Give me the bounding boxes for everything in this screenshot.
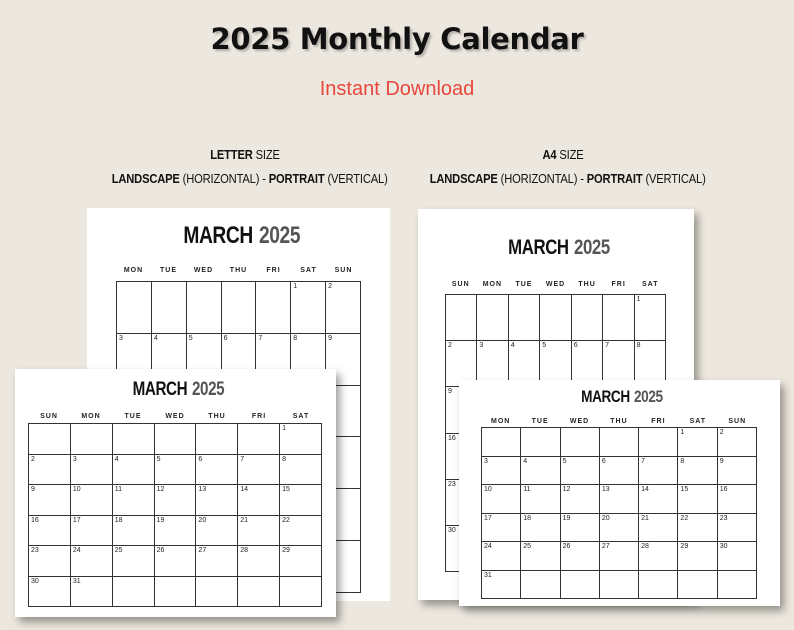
day-number: 30 (31, 577, 39, 585)
day-number: 8 (636, 342, 641, 350)
day-number: 1 (680, 429, 685, 436)
day-cell (291, 282, 326, 334)
day-cell (196, 424, 238, 455)
day-cell (113, 546, 155, 577)
day-number: 16 (448, 434, 456, 442)
day-cell (196, 516, 238, 547)
day-number: 23 (719, 514, 728, 522)
weekday-label: SUN (40, 413, 58, 420)
day-cell (521, 485, 560, 514)
day-number: 4 (153, 334, 158, 342)
day-number: 25 (114, 547, 123, 554)
day-cell (280, 577, 322, 608)
a4-size-label (429, 143, 706, 191)
day-cell (155, 546, 197, 577)
weekday-label: SAT (292, 413, 310, 420)
weekday-label: WED (165, 413, 185, 420)
day-cell (600, 571, 639, 600)
day-number: 3 (484, 457, 488, 465)
day-cell (600, 485, 639, 514)
day-cell (238, 455, 280, 486)
day-number: 7 (605, 342, 610, 350)
weekday-label: FRI (651, 418, 666, 425)
day-cell (29, 485, 71, 516)
day-cell (196, 546, 238, 577)
day-cell (113, 485, 155, 516)
day-cell (280, 485, 322, 516)
day-cell (71, 546, 113, 577)
day-number: 14 (240, 486, 249, 493)
letter-size-word: SIZE (255, 147, 280, 162)
day-cell (482, 485, 521, 514)
page-title: 2025 Monthly Calendar (210, 22, 584, 56)
page-subtitle: Instant Download (319, 78, 475, 100)
weekday-label: WED (193, 267, 214, 274)
day-number: 15 (282, 486, 290, 493)
calendar-year: 2025 (191, 379, 225, 400)
day-number: 30 (448, 526, 456, 534)
day-number: 12 (156, 486, 165, 493)
day-cell (326, 282, 361, 334)
day-number: 16 (719, 486, 728, 493)
day-cell (521, 514, 560, 543)
day-number: 7 (258, 334, 263, 342)
day-cell (718, 485, 757, 514)
day-cell (718, 514, 757, 543)
calendar-grid (481, 427, 757, 599)
day-number: 8 (282, 455, 287, 463)
day-cell (113, 577, 155, 608)
day-number: 5 (156, 455, 161, 463)
letter-landscape: LANDSCAPE (111, 171, 180, 186)
weekday-label: THU (610, 418, 628, 425)
day-cell (678, 485, 717, 514)
day-number: 7 (240, 455, 245, 463)
weekday-label: MON (81, 413, 101, 420)
day-cell (155, 424, 197, 455)
weekday-label: TUE (531, 418, 549, 425)
weekday-label: SAT (300, 267, 317, 274)
weekday-label: WED (545, 281, 566, 288)
day-cell (155, 455, 197, 486)
weekday-label: FRI (251, 413, 267, 420)
letter-vertical: (VERTICAL) (327, 171, 388, 186)
day-cell (117, 282, 152, 334)
day-cell (678, 428, 717, 457)
day-cell (540, 295, 571, 341)
day-number: 23 (448, 480, 456, 488)
weekday-label: TUE (160, 267, 177, 274)
weekday-header (445, 281, 666, 288)
day-number: 16 (31, 516, 39, 524)
day-number: 1 (282, 425, 287, 432)
day-cell (678, 542, 717, 571)
calendar-title (87, 222, 390, 250)
day-number: 25 (523, 543, 532, 550)
day-number: 5 (188, 334, 193, 342)
day-number: 4 (523, 457, 528, 465)
weekday-label: SUN (334, 267, 353, 274)
letter-portrait: PORTRAIT (268, 171, 325, 186)
day-cell (280, 546, 322, 577)
weekday-label: MON (491, 418, 511, 425)
a4-vertical: (VERTICAL) (645, 171, 706, 186)
day-cell (482, 428, 521, 457)
day-cell (521, 457, 560, 486)
day-number: 11 (114, 486, 122, 493)
day-cell (718, 457, 757, 486)
day-cell (29, 516, 71, 547)
day-number: 6 (198, 455, 203, 463)
day-cell (635, 295, 666, 341)
day-number: 26 (156, 547, 165, 554)
a4-portrait: PORTRAIT (586, 171, 643, 186)
day-number: 8 (680, 457, 685, 465)
a4-horizontal: (HORIZONTAL) (500, 171, 578, 186)
day-cell (196, 485, 238, 516)
day-number: 6 (573, 342, 578, 350)
day-cell (600, 542, 639, 571)
day-cell (561, 457, 600, 486)
day-cell (280, 455, 322, 486)
letter-size-label (111, 143, 388, 191)
day-cell (561, 428, 600, 457)
day-cell (509, 295, 540, 341)
day-cell (600, 457, 639, 486)
day-cell (238, 485, 280, 516)
weekday-label: MON (482, 281, 503, 288)
day-cell (71, 577, 113, 608)
weekday-label: SUN (451, 281, 470, 288)
weekday-header (116, 267, 361, 274)
day-number: 4 (114, 455, 119, 463)
calendar-year: 2025 (259, 222, 301, 249)
day-cell (280, 424, 322, 455)
day-cell (482, 542, 521, 571)
day-cell (238, 577, 280, 608)
day-number: 2 (448, 342, 452, 350)
calendar-month: MARCH (183, 222, 254, 249)
day-cell (29, 424, 71, 455)
a4-size-word: SIZE (559, 147, 584, 162)
day-number: 7 (641, 457, 646, 465)
day-number: 2 (719, 429, 724, 436)
day-number: 18 (114, 516, 123, 524)
day-cell (639, 457, 678, 486)
day-number: 10 (72, 486, 81, 493)
day-cell (71, 424, 113, 455)
day-number: 1 (293, 283, 298, 290)
day-cell (561, 485, 600, 514)
day-number: 21 (240, 516, 249, 524)
calendar-month: MARCH (581, 387, 630, 406)
day-number: 30 (719, 543, 728, 550)
day-number: 4 (510, 342, 515, 350)
day-number: 28 (240, 547, 249, 554)
letter-size-name: LETTER (210, 147, 253, 162)
day-number: 14 (641, 486, 649, 493)
day-cell (718, 428, 757, 457)
day-cell (238, 516, 280, 547)
day-number: 24 (484, 543, 492, 550)
day-cell (238, 546, 280, 577)
day-cell (71, 485, 113, 516)
day-cell (29, 455, 71, 486)
calendar-title (418, 236, 694, 260)
day-number: 9 (448, 388, 452, 396)
day-cell (603, 295, 634, 341)
day-cell (29, 546, 71, 577)
day-number: 17 (484, 514, 492, 522)
calendar-a4-landscape (459, 380, 780, 606)
day-number: 27 (601, 543, 610, 550)
day-number: 9 (31, 486, 35, 493)
day-cell (600, 514, 639, 543)
day-cell (196, 577, 238, 608)
day-cell (113, 424, 155, 455)
weekday-label: TUE (515, 281, 533, 288)
day-number: 19 (562, 514, 571, 522)
a4-dash: - (580, 171, 584, 186)
day-cell (678, 457, 717, 486)
day-cell (639, 514, 678, 543)
day-number: 18 (523, 514, 532, 522)
day-number: 17 (72, 516, 81, 524)
day-number: 13 (198, 486, 207, 493)
day-cell (639, 485, 678, 514)
day-cell (521, 428, 560, 457)
day-cell (482, 571, 521, 600)
day-cell (561, 514, 600, 543)
day-cell (477, 295, 508, 341)
calendar-year: 2025 (634, 387, 663, 406)
weekday-label: FRI (611, 281, 626, 288)
day-number: 5 (562, 457, 567, 465)
day-cell (678, 514, 717, 543)
day-cell (561, 542, 600, 571)
day-cell (187, 282, 222, 334)
day-number: 3 (72, 455, 77, 463)
day-number: 21 (641, 514, 649, 522)
weekday-header (28, 413, 322, 420)
calendar-grid (28, 423, 322, 607)
day-cell (113, 455, 155, 486)
day-cell (152, 282, 187, 334)
day-number: 26 (562, 543, 571, 550)
day-number: 20 (601, 514, 610, 522)
weekday-label: SUN (728, 418, 747, 425)
day-number: 3 (479, 342, 484, 350)
day-cell (256, 282, 291, 334)
weekday-label: MON (123, 267, 144, 274)
day-cell (238, 424, 280, 455)
day-number: 10 (484, 486, 492, 493)
day-number: 1 (636, 296, 641, 303)
weekday-label: WED (569, 418, 590, 425)
day-number: 9 (719, 457, 724, 465)
day-cell (572, 295, 603, 341)
day-number: 31 (72, 577, 81, 585)
day-cell (639, 542, 678, 571)
day-cell (561, 571, 600, 600)
day-number: 11 (523, 486, 531, 493)
letter-dash: - (262, 171, 266, 186)
day-number: 19 (156, 516, 165, 524)
day-cell (446, 295, 477, 341)
day-number: 6 (223, 334, 228, 342)
calendar-title (459, 387, 780, 407)
weekday-label: THU (208, 413, 226, 420)
day-number: 24 (72, 547, 81, 554)
day-number: 20 (198, 516, 207, 524)
day-cell (521, 571, 560, 600)
day-number: 8 (293, 334, 298, 342)
day-number: 6 (601, 457, 606, 465)
day-number: 5 (542, 342, 547, 350)
day-number: 15 (680, 486, 689, 493)
day-number: 22 (282, 516, 290, 524)
a4-landscape: LANDSCAPE (429, 171, 498, 186)
day-cell (482, 457, 521, 486)
day-cell (639, 428, 678, 457)
a4-size-name: A4 (542, 147, 557, 162)
weekday-label: SAT (689, 418, 707, 425)
day-number: 13 (601, 486, 610, 493)
day-number: 27 (198, 547, 207, 554)
weekday-label: THU (578, 281, 596, 288)
letter-horizontal: (HORIZONTAL) (182, 171, 260, 186)
weekday-label: THU (229, 267, 248, 274)
day-cell (718, 542, 757, 571)
day-cell (29, 577, 71, 608)
weekday-label: SAT (642, 281, 659, 288)
day-cell (639, 571, 678, 600)
day-number: 22 (680, 514, 689, 522)
day-cell (222, 282, 257, 334)
day-cell (600, 428, 639, 457)
weekday-label: TUE (124, 413, 142, 420)
day-cell (718, 571, 757, 600)
calendar-title (15, 379, 336, 401)
calendar-year: 2025 (574, 236, 610, 259)
day-number: 28 (641, 543, 649, 550)
weekday-header (481, 418, 757, 425)
weekday-label: FRI (266, 267, 281, 274)
day-number: 12 (562, 486, 571, 493)
day-cell (280, 516, 322, 547)
day-number: 3 (119, 334, 123, 342)
day-cell (521, 542, 560, 571)
day-cell (155, 577, 197, 608)
calendar-month: MARCH (508, 236, 569, 259)
day-cell (678, 571, 717, 600)
day-number: 23 (31, 547, 39, 554)
day-cell (113, 516, 155, 547)
day-cell (482, 514, 521, 543)
day-cell (71, 516, 113, 547)
day-number: 31 (484, 571, 492, 579)
calendar-month: MARCH (132, 379, 188, 400)
day-number: 2 (328, 283, 333, 290)
day-number: 9 (328, 334, 333, 342)
day-cell (196, 455, 238, 486)
day-cell (71, 455, 113, 486)
day-number: 29 (680, 543, 689, 550)
day-number: 2 (31, 455, 35, 463)
day-cell (155, 516, 197, 547)
day-cell (155, 485, 197, 516)
day-number: 29 (282, 547, 290, 554)
calendar-letter-landscape (15, 369, 336, 617)
